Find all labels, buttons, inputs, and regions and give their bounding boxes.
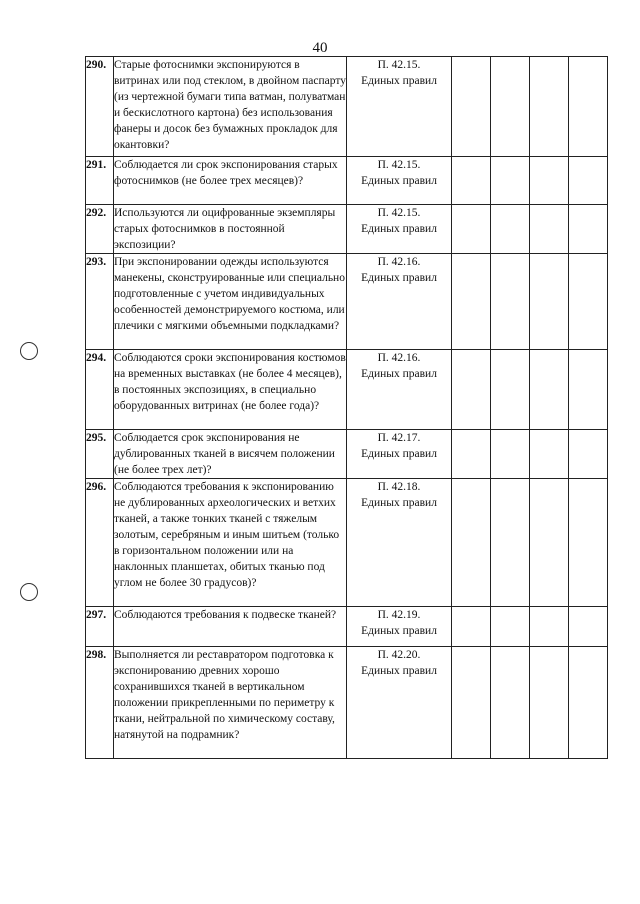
table-row (86, 57, 608, 157)
question-text: Соблюдаются требования к подвеске тканей? (114, 607, 347, 647)
row-number: 293. (86, 254, 114, 350)
answer-cell-4[interactable] (569, 57, 608, 157)
answer-cell-4[interactable] (569, 479, 608, 607)
row-number: 291. (86, 157, 114, 205)
answer-cell-4[interactable] (569, 430, 608, 479)
answer-cell-3[interactable] (530, 205, 569, 254)
regulation-reference (347, 205, 452, 254)
row-number: 297. (86, 607, 114, 647)
answer-cell-2[interactable] (491, 254, 530, 350)
reference-clause: П. 42.17. (377, 432, 421, 444)
answer-cell-2[interactable] (491, 205, 530, 254)
reference-clause: П. 42.20. (377, 649, 421, 661)
reference-source: Единых правил (361, 665, 437, 677)
regulation-reference (347, 647, 452, 759)
answer-cell-4[interactable] (569, 157, 608, 205)
reference-source: Единых правил (361, 368, 437, 380)
answer-cell-3[interactable] (530, 607, 569, 647)
reference-source: Единых правил (361, 75, 437, 87)
answer-cell-1[interactable] (452, 430, 491, 479)
answer-cell-2[interactable] (491, 430, 530, 479)
answer-cell-2[interactable] (491, 607, 530, 647)
question-text: Старые фотоснимки экспонируются в витринах или под стеклом, в двойном паспарту (из чертежной бумаги типа ватман, полуватман и бескислотного картона) без использования фанеры и досок без бумажных прокладок для окантовки? (114, 57, 347, 157)
answer-cell-1[interactable] (452, 647, 491, 759)
reference-source: Единых правил (361, 625, 437, 637)
answer-cell-2[interactable] (491, 57, 530, 157)
table-row (86, 479, 608, 607)
table-row (86, 350, 608, 430)
regulation-reference (347, 350, 452, 430)
answer-cell-1[interactable] (452, 157, 491, 205)
checklist-table (85, 56, 608, 759)
row-number: 292. (86, 205, 114, 254)
answer-cell-4[interactable] (569, 205, 608, 254)
answer-cell-1[interactable] (452, 254, 491, 350)
row-number: 290. (86, 57, 114, 157)
reference-clause: П. 42.16. (377, 256, 421, 268)
row-number: 295. (86, 430, 114, 479)
regulation-reference (347, 607, 452, 647)
reference-source: Единых правил (361, 223, 437, 235)
answer-cell-4[interactable] (569, 254, 608, 350)
answer-cell-1[interactable] (452, 350, 491, 430)
answer-cell-2[interactable] (491, 157, 530, 205)
reference-clause: П. 42.15. (377, 159, 421, 171)
regulation-reference (347, 157, 452, 205)
regulation-reference (347, 430, 452, 479)
reference-source: Единых правил (361, 175, 437, 187)
reference-source: Единых правил (361, 497, 437, 509)
table-row (86, 254, 608, 350)
table-row (86, 157, 608, 205)
reference-clause: П. 42.15. (377, 59, 421, 71)
answer-cell-1[interactable] (452, 205, 491, 254)
regulation-reference (347, 57, 452, 157)
question-text: Соблюдаются требования к экспонированию не дублированных археологических и ветхих тканей, а также тонких тканей с тяжелым золотым, серебряным и иным шитьем (только в горизонтальном положении или на наклонных планшетах, обитых тканью под углом не более 30 градусов)? (114, 479, 347, 607)
answer-cell-3[interactable] (530, 430, 569, 479)
question-text: Соблюдается срок экспонирования не дублированных тканей в висячем положении (не более трех лет)? (114, 430, 347, 479)
answer-cell-1[interactable] (452, 607, 491, 647)
answer-cell-2[interactable] (491, 479, 530, 607)
regulation-reference (347, 254, 452, 350)
reference-source: Единых правил (361, 272, 437, 284)
answer-cell-3[interactable] (530, 57, 569, 157)
reference-source: Единых правил (361, 448, 437, 460)
answer-cell-4[interactable] (569, 647, 608, 759)
answer-cell-3[interactable] (530, 479, 569, 607)
answer-cell-1[interactable] (452, 57, 491, 157)
question-text: Соблюдаются сроки экспонирования костюмов на временных выставках (не более 4 месяцев), в постоянных экспозициях, в специально оборудованных витринах (не более года)? (114, 350, 347, 430)
reference-clause: П. 42.15. (377, 207, 421, 219)
answer-cell-3[interactable] (530, 254, 569, 350)
question-text: Соблюдается ли срок экспонирования старых фотоснимков (не более трех месяцев)? (114, 157, 347, 205)
reference-clause: П. 42.18. (377, 481, 421, 493)
answer-cell-3[interactable] (530, 647, 569, 759)
answer-cell-3[interactable] (530, 350, 569, 430)
answer-cell-3[interactable] (530, 157, 569, 205)
table-row (86, 647, 608, 759)
page-number: 40 (312, 40, 328, 56)
answer-cell-2[interactable] (491, 350, 530, 430)
punch-hole-lower (20, 583, 38, 601)
question-text: При экспонировании одежды используются манекены, сконструированные или специально подготовленные с учетом индивидуальных особенностей демонстрируемого костюма, или плечики с мягкими объемными подкладками? (114, 254, 347, 350)
table-row (86, 607, 608, 647)
table-row (86, 430, 608, 479)
question-text: Используются ли оцифрованные экземпляры старых фотоснимков в постоянной экспозиции? (114, 205, 347, 254)
table-row (86, 205, 608, 254)
reference-clause: П. 42.19. (377, 609, 421, 621)
reference-clause: П. 42.16. (377, 352, 421, 364)
row-number: 296. (86, 479, 114, 607)
answer-cell-4[interactable] (569, 607, 608, 647)
answer-cell-1[interactable] (452, 479, 491, 607)
question-text: Выполняется ли реставратором подготовка к экспонированию древних хорошо сохранившихся тканей в вертикальном положении прикрепленными по периметру к ткани, нейтральной по химическому составу, натянутой на подрамник? (114, 647, 347, 759)
answer-cell-2[interactable] (491, 647, 530, 759)
row-number: 298. (86, 647, 114, 759)
regulation-reference (347, 479, 452, 607)
answer-cell-4[interactable] (569, 350, 608, 430)
row-number: 294. (86, 350, 114, 430)
punch-hole-upper (20, 342, 38, 360)
